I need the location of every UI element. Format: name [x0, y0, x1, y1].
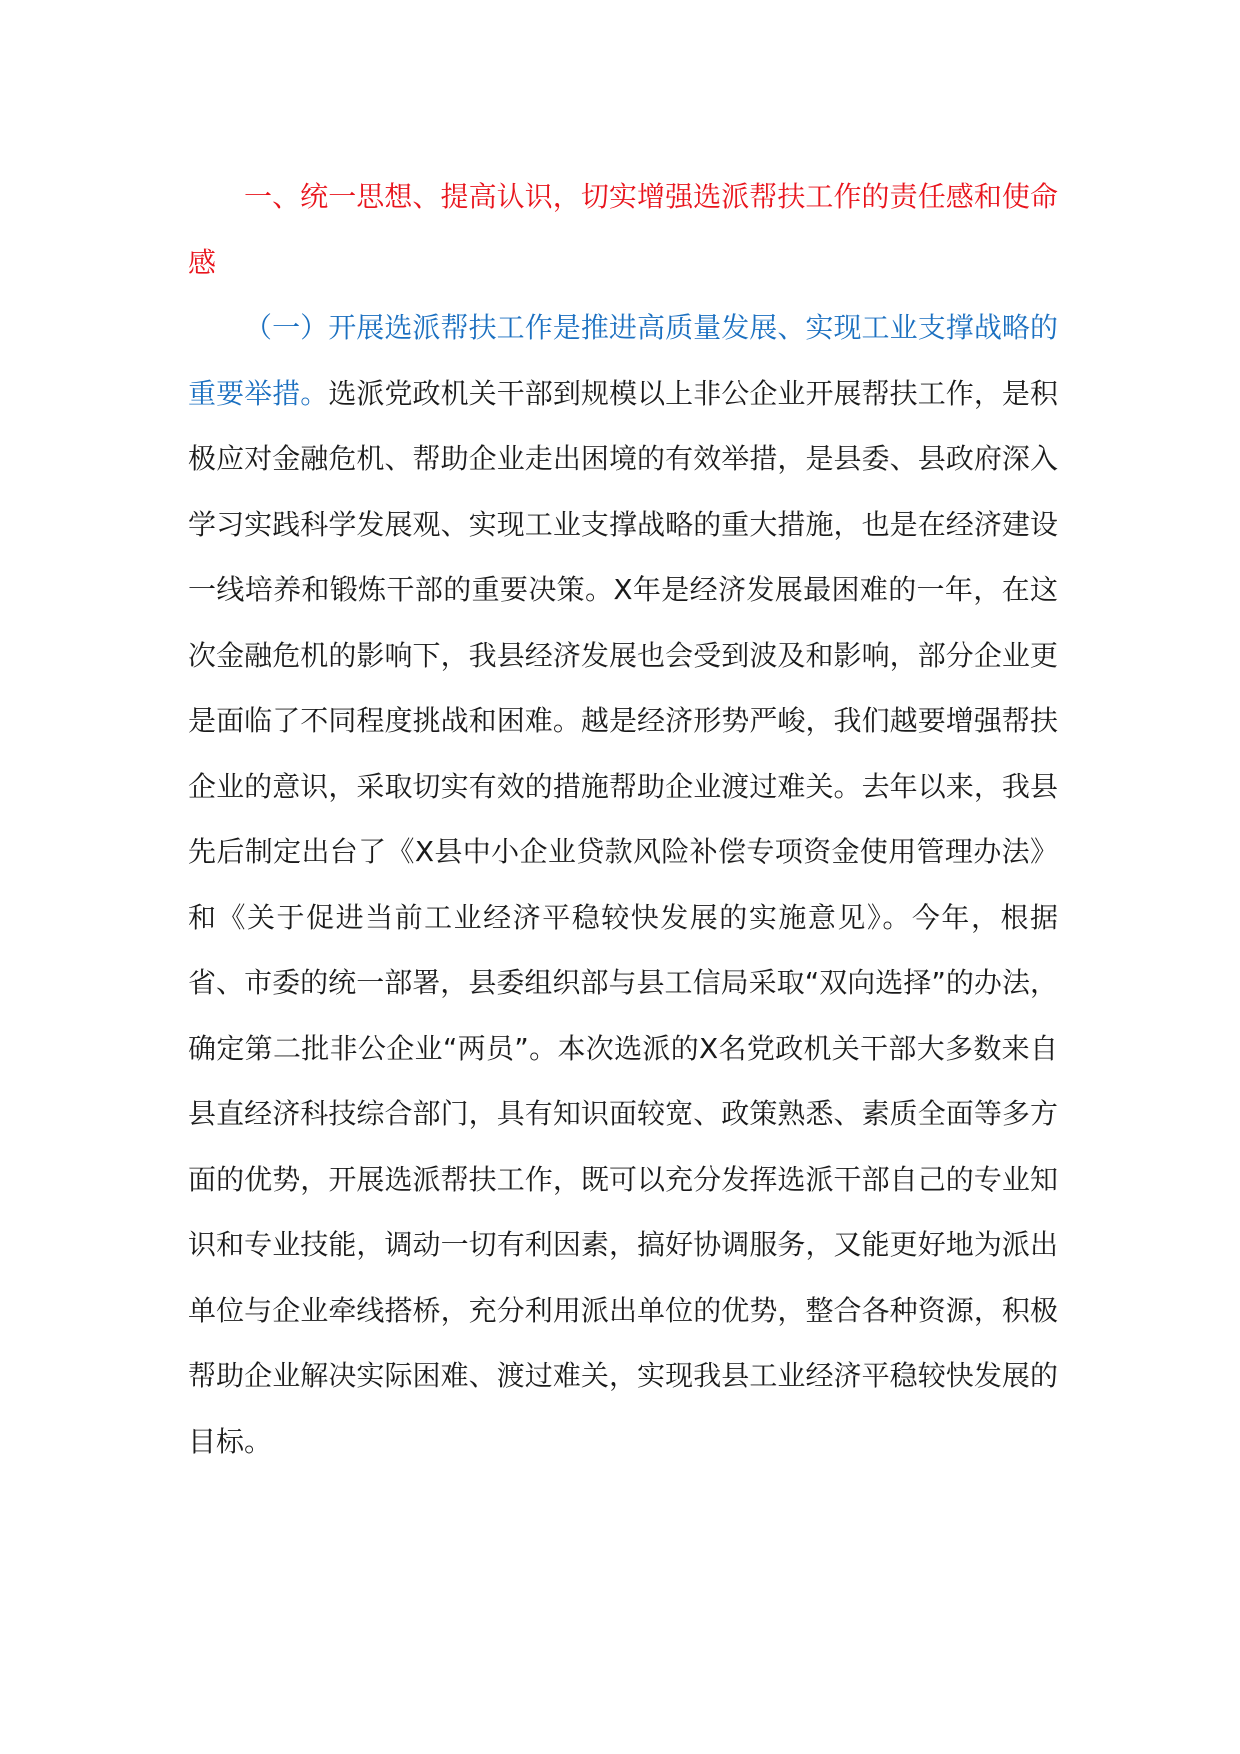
- section-heading: 一、统一思想、提高认识，切实增强选派帮扶工作的责任感和使命感: [188, 180, 1058, 279]
- paragraph-text: 选派党政机关干部到规模以上非公企业开展帮扶工作，是积极应对金融危机、帮助企业走出困境的有效举措，是县委、县政府深入学习实践科学发展观、实现工业支撑战略的重大措施，也是在经济建设一线培养和锻炼干部的重要决策。X年是经济发展最困难的一年，在这次金融危机的影响下，我县经济发展也会受到波及和影响，部分企业更是面临了不同程度挑战和困难。越是经济形势严峻，我们越要增强帮扶企业的意识，采取切实有效的措施帮助企业渡过难关。去年以来，我县先后制定出台了《X县中小企业贷款风险补偿专项资金使用管理办法》和《关于促进当前工业经济平稳较快发展的实施意见》。今年，根据省、市委的统一部署，县委组织部与县工信局采取“双向选择”的办法，确定第二批非公企业“两员”。本次选派的X名党政机关干部大多数来自县直经济科技综合部门，具有知识面较宽、政策熟悉、素质全面等多方面的优势，开展选派帮扶工作，既可以充分发挥选派干部自己的专业知识和专业技能，调动一切有利因素，搞好协调服务，又能更好地为派出单位与企业牵线搭桥，充分利用派出单位的优势，整合各种资源，积极帮助企业解决实际困难、渡过难关，实现我县工业经济平稳较快发展的目标。: [188, 376, 1058, 1458]
- subsection-heading: （一）开展选派帮扶工作是推进高质量发展、实现工业支撑战略的重要举措。: [188, 311, 1058, 410]
- document-content: [188, 164, 1058, 1474]
- body-paragraph: [188, 295, 1058, 1474]
